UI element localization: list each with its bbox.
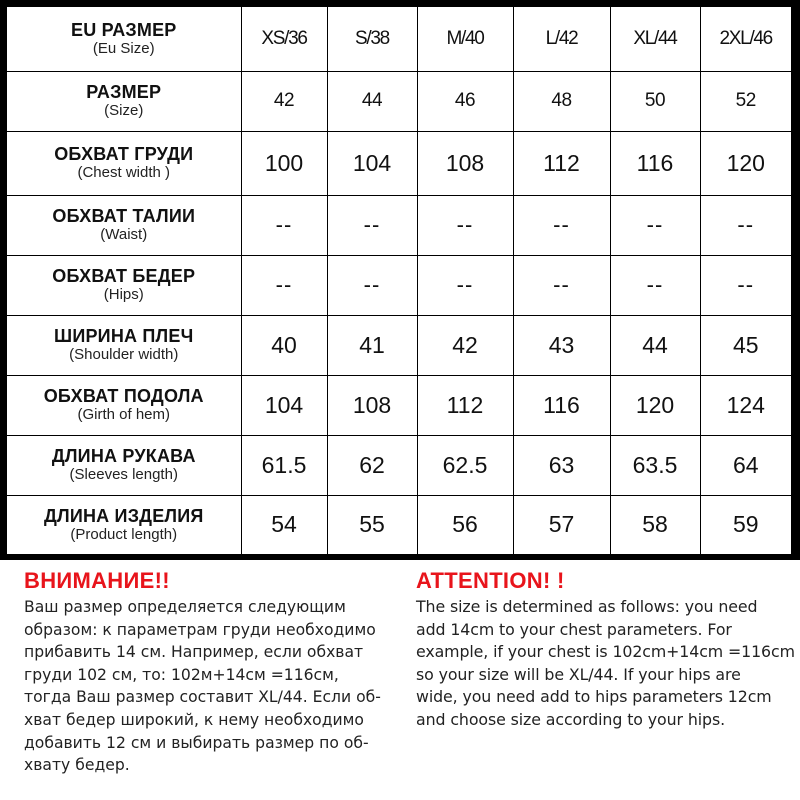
table-cell: 61.5	[241, 435, 327, 495]
table-row	[7, 71, 791, 131]
note-line: хвату бедер.	[24, 756, 130, 775]
table-cell: 64	[700, 435, 791, 495]
table-cell: --	[241, 255, 327, 315]
table-cell: 62	[327, 435, 417, 495]
table-cell: 57	[513, 495, 610, 554]
table-cell: 112	[513, 131, 610, 195]
table-cell: 40	[241, 315, 327, 375]
row-label-en: (Girth of hem)	[77, 406, 171, 423]
table-cell: 63	[513, 435, 610, 495]
table-row	[7, 495, 791, 554]
row-label-en: (Sleeves length)	[69, 466, 178, 483]
row-label-cell	[7, 71, 241, 131]
row-label-ru: ШИРИНА ПЛЕЧ	[54, 326, 194, 346]
size-header-cell: XL/44	[610, 7, 700, 71]
table-cell: --	[700, 255, 791, 315]
eu-size-label-ru: EU РАЗМЕР	[70, 19, 177, 40]
note-line: тогда Ваш размер составит XL/44. Если об-	[24, 688, 381, 707]
table-cell: 120	[610, 375, 700, 435]
table-cell: 63.5	[610, 435, 700, 495]
row-label-ru: ОБХВАТ БЕДЕР	[52, 266, 196, 286]
row-label-cell	[7, 375, 241, 435]
attention-note-en	[416, 568, 800, 732]
table-cell: --	[610, 195, 700, 255]
table-cell: 42	[241, 71, 327, 131]
note-line: so your size will be XL/44. If your hips are	[416, 664, 741, 684]
table-cell: 59	[700, 495, 791, 554]
table-row	[7, 375, 791, 435]
table-cell: --	[417, 195, 513, 255]
row-label-en: (Product length)	[70, 525, 178, 543]
row-label-cell	[7, 495, 241, 554]
table-cell: 62.5	[417, 435, 513, 495]
table-cell: --	[610, 255, 700, 315]
table-cell: 104	[327, 131, 417, 195]
row-label-en: (Hips)	[103, 286, 144, 303]
attention-text-ru	[24, 596, 409, 777]
note-line: The size is determined as follows: you need	[416, 597, 758, 616]
size-header-cell: L/42	[513, 7, 610, 71]
table-cell: 48	[513, 71, 610, 131]
table-cell: 120	[700, 131, 791, 195]
eu-size-label-en: (Eu Size)	[92, 39, 155, 57]
row-label-ru: РАЗМЕР	[86, 82, 162, 102]
table-cell: --	[241, 195, 327, 255]
note-line: прибавить 14 см. Например, если обхват	[24, 643, 364, 662]
table-cell: --	[417, 255, 513, 315]
row-label-cell	[7, 315, 241, 375]
note-line: wide, you need add to hips parameters 12cm	[416, 687, 772, 707]
row-label-ru: ОБХВАТ ТАЛИИ	[52, 206, 196, 226]
row-label-ru: ДЛИНА РУКАВА	[51, 446, 196, 466]
table-cell: 55	[327, 495, 417, 554]
size-header-cell: M/40	[417, 7, 513, 71]
table-cell: 108	[327, 375, 417, 435]
note-line: Ваш размер определяется следующим	[24, 598, 346, 616]
row-label-cell	[7, 255, 241, 315]
table-cell: --	[700, 195, 791, 255]
table-cell: 44	[610, 315, 700, 375]
row-label-cell	[7, 435, 241, 495]
table-cell: 46	[417, 71, 513, 131]
size-chart-table	[7, 7, 791, 554]
row-label-ru: ДЛИНА ИЗДЕЛИЯ	[43, 505, 204, 526]
table-cell: --	[327, 195, 417, 255]
table-cell: 56	[417, 495, 513, 554]
attention-title-en: ATTENTION! !	[416, 568, 565, 593]
table-cell: 43	[513, 315, 610, 375]
row-label-cell	[7, 195, 241, 255]
note-line: add 14cm to your chest parameters. For	[416, 619, 732, 639]
row-label-ru: ОБХВАТ ГРУДИ	[54, 144, 194, 164]
attention-text-en	[416, 596, 800, 732]
row-label-en: (Chest width )	[77, 164, 171, 181]
size-header-cell: S/38	[327, 7, 417, 71]
table-cell: 116	[513, 375, 610, 435]
note-line: example, if your chest is 102cm+14cm =116cm	[416, 642, 795, 662]
table-cell: 42	[417, 315, 513, 375]
note-line: хват бедер широкий, к нему необходимо	[24, 710, 364, 729]
table-row	[7, 255, 791, 315]
size-header-cell: XS/36	[241, 7, 327, 71]
table-cell: 112	[417, 375, 513, 435]
table-cell: 52	[700, 71, 791, 131]
note-line: груди 102 см, то: 102м+14см =116см,	[24, 665, 339, 684]
table-cell: 100	[241, 131, 327, 195]
note-line: образом: к параметрам груди необходимо	[24, 620, 376, 639]
table-cell: 45	[700, 315, 791, 375]
table-cell: 104	[241, 375, 327, 435]
attention-title-ru: ВНИМАНИЕ!!	[24, 568, 170, 593]
table-cell: 124	[700, 375, 791, 435]
row-label-en: (Shoulder width)	[69, 346, 179, 363]
table-cell: 50	[610, 71, 700, 131]
attention-note-ru	[24, 568, 409, 777]
table-cell: 58	[610, 495, 700, 554]
table-row	[7, 315, 791, 375]
row-label-ru: ОБХВАТ ПОДОЛА	[43, 386, 204, 406]
eu-size-label-cell	[7, 7, 241, 71]
table-cell: 116	[610, 131, 700, 195]
table-row	[7, 435, 791, 495]
size-header-cell: 2XL/46	[700, 7, 791, 71]
table-cell: --	[327, 255, 417, 315]
row-label-en: (Waist)	[100, 226, 148, 243]
table-cell: --	[513, 255, 610, 315]
table-cell: 108	[417, 131, 513, 195]
note-line: and choose size according to your hips.	[416, 709, 725, 729]
table-row	[7, 195, 791, 255]
note-line: добавить 12 см и выбирать размер по об-	[24, 733, 369, 752]
table-row	[7, 131, 791, 195]
table-cell: 44	[327, 71, 417, 131]
table-header-row	[7, 7, 791, 71]
row-label-en: (Size)	[104, 102, 144, 119]
table-cell: 41	[327, 315, 417, 375]
table-cell: 54	[241, 495, 327, 554]
table-cell: --	[513, 195, 610, 255]
row-label-cell	[7, 131, 241, 195]
